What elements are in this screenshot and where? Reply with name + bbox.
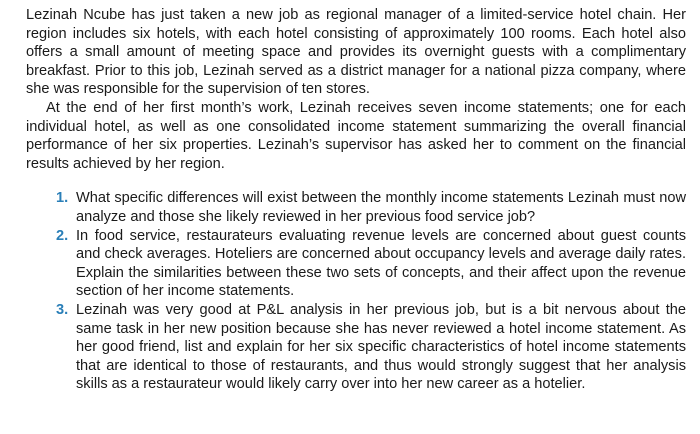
question-item-1 [56, 189, 686, 226]
document-body [26, 6, 686, 394]
question-number: 1. [56, 190, 69, 207]
question-text: In food service, restaurateurs evaluating revenue levels are concerned about guest counts and check averages. Hoteliers are concerned about occupancy levels and average daily rates. Explain the similarities between these two sets of concepts, and their affect upon the revenue section of her income statements. [76, 227, 686, 300]
case-paragraph-2: At the end of her first month’s work, Lezinah receives seven income statements; one for each individual hotel, as well as one consolidated income statement summarizing the overall financial performance of her six properties. Lezinah’s supervisor has asked her to comment on the financial results achieved by her region. [26, 99, 686, 172]
question-item-3 [56, 301, 686, 394]
question-item-2 [56, 227, 686, 301]
question-number: 2. [56, 227, 69, 244]
question-text: Lezinah was very good at P&L analysis in her previous job, but is a bit nervous about the same task in her new position because she has never reviewed a hotel income statement. As her good friend, list and explain for her six specific characteristics of hotel income statements that are identical to those of restaurants, and thus would strongly suggest that her analysis skills as a restaurateur would likely carry over into her new career as a hotelier. [76, 301, 686, 393]
question-list [56, 189, 686, 394]
question-number: 3. [56, 301, 69, 318]
case-paragraph-1: Lezinah Ncube has just taken a new job as regional manager of a limited-service hotel chain. Her region includes six hotels, with each hotel consisting of approximately 100 rooms. Each hotel also offers a small amount of meeting space and provides its overnight guests with a complimentary breakfast. Prior to this job, Lezinah served as a district manager for a national pizza company, where she was responsible for the supervision of ten stores. [26, 7, 686, 98]
question-text: What specific differences will exist between the monthly income statements Lezinah must now analyze and those she likely reviewed in her previous food service job? [76, 190, 686, 225]
